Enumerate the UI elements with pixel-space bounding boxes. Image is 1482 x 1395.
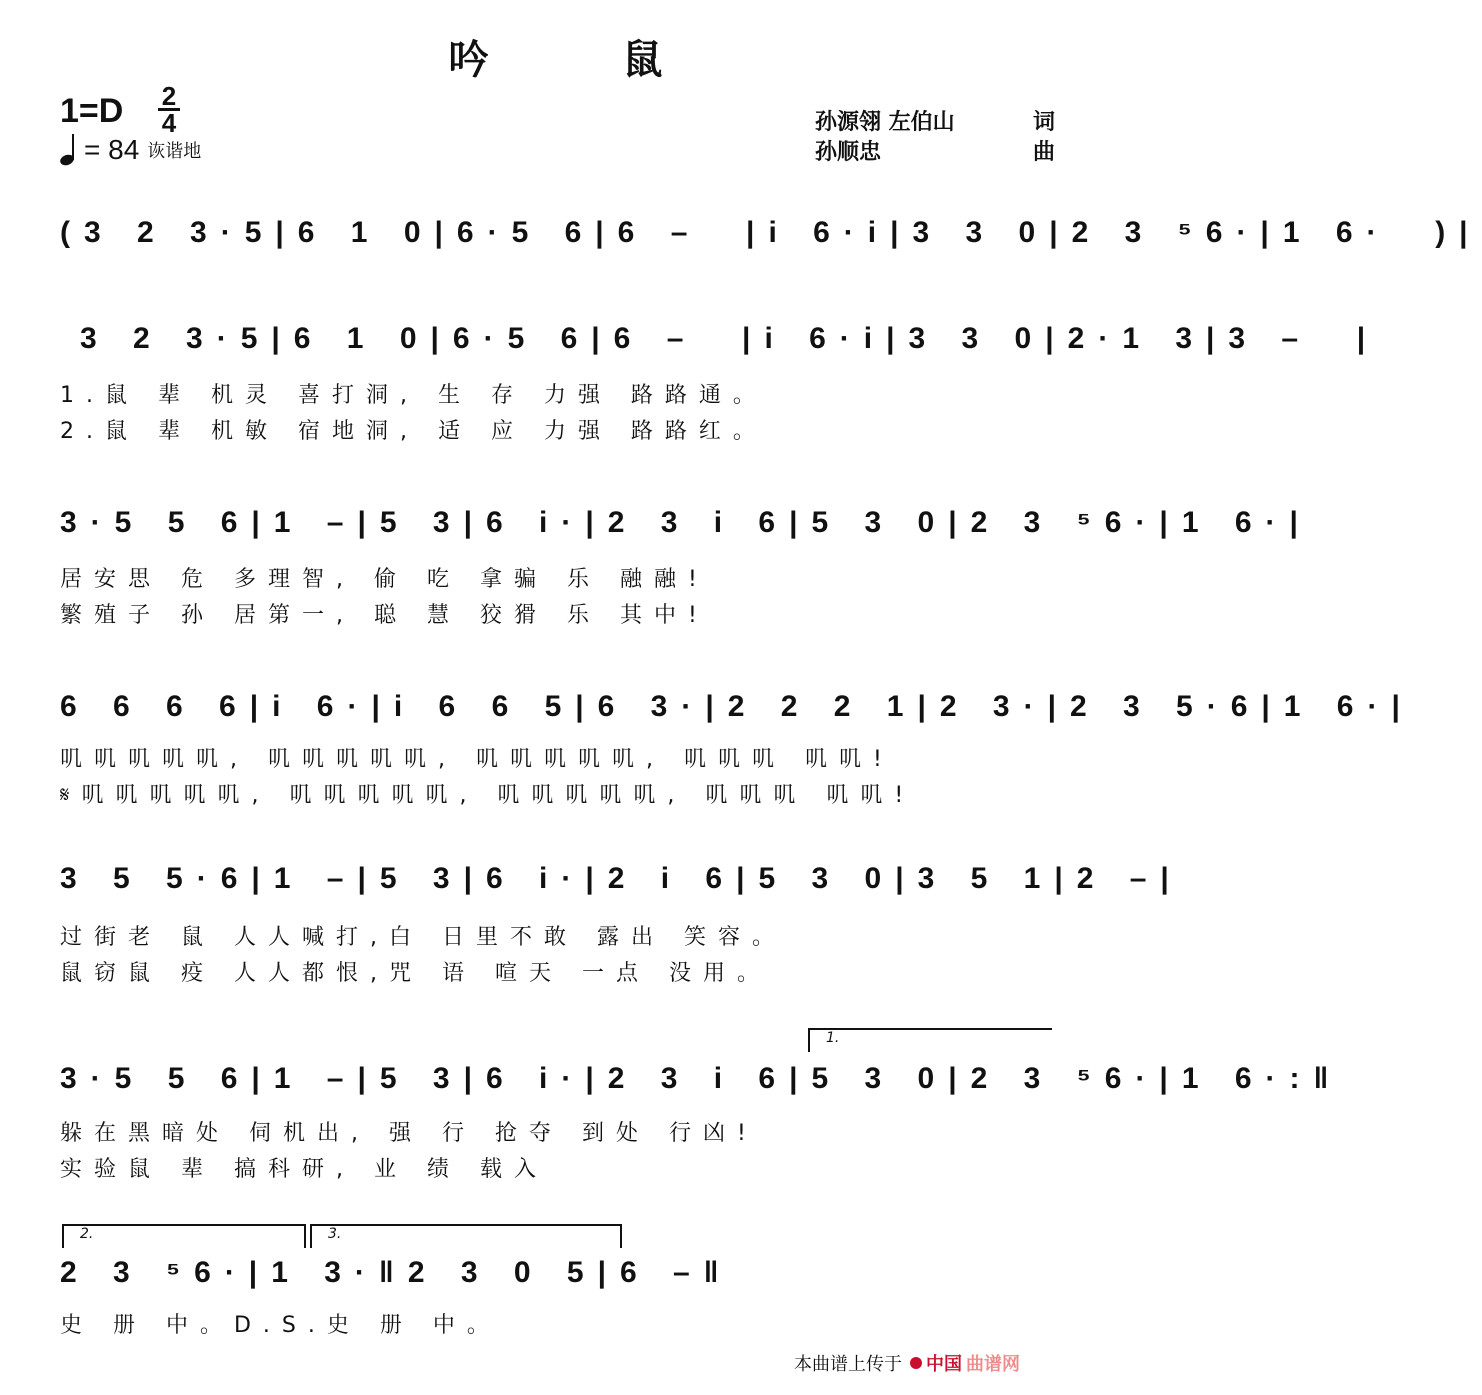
expression-mark: 诙谐地	[147, 141, 202, 161]
notation-line-3	[60, 506, 1312, 546]
volta-2	[62, 1224, 306, 1248]
notes-line-7: 2 3 ⁵6·|1 3·‖2 3 0 5|6 –‖	[60, 1256, 733, 1289]
key-signature: 1=D	[60, 92, 124, 130]
quarter-note-icon	[60, 135, 78, 165]
notation-line-6	[60, 1062, 1343, 1102]
lyric-line-3-verse-1: 居安思 危 多理智, 偷 吃 拿骗 乐 融融!	[60, 567, 709, 592]
logo-icon	[910, 1357, 922, 1369]
volta-2-label: 2.	[80, 1226, 94, 1242]
logo-text-2: 曲谱网	[966, 1354, 1020, 1375]
notes-line-3: 3·5 5 6|1 –|5 3|6 i·|2 3 i 6|5 3 0|2 3 ⁵6·|1 6·|	[60, 506, 1312, 539]
notes-line-1: (3 2 3·5|6 1 0|6·5 6|6 – |i 6·i|3 3 0|2 3 ⁵6·|1 6· )|	[60, 216, 1482, 249]
time-signature	[158, 81, 180, 138]
notation-line-7	[60, 1256, 1060, 1296]
footer-text: 本曲谱上传于	[794, 1354, 902, 1375]
volta-3	[310, 1224, 622, 1248]
lyric-line-4-verse-1: 叽叽叽叽叽, 叽叽叽叽叽, 叽叽叽叽叽, 叽叽叽 叽叽!	[60, 747, 894, 772]
lyric-line-2-verse-2: 2.鼠 辈 机敏 宿地洞, 适 应 力强 路路红。	[60, 419, 767, 444]
time-sig-bottom: 4	[161, 108, 177, 138]
lyric-line-4-verse-2: 𝄋叽叽叽叽叽, 叽叽叽叽叽, 叽叽叽叽叽, 叽叽叽 叽叽!	[60, 783, 916, 808]
lyricists: 孙源翎 左伯山	[815, 110, 955, 135]
notes-line-5: 3 5 5·6|1 –|5 3|6 i·|2 i 6|5 3 0|3 5 1|2 –|	[60, 862, 1183, 895]
lyric-line-6-verse-1: 躲在黑暗处 伺机出, 强 行 抢夺 到处 行凶!	[60, 1121, 758, 1146]
footer	[794, 1350, 1020, 1376]
lyric-line-3-verse-2: 繁殖子 孙 居第一, 聪 慧 狡猾 乐 其中!	[60, 603, 709, 628]
notes-line-6: 3·5 5 6|1 –|5 3|6 i·|2 3 i 6|5 3 0|2 3 ⁵6·|1 6·:‖	[60, 1062, 1343, 1095]
volta-3-label: 3.	[328, 1226, 342, 1242]
notation-line-1	[60, 216, 1482, 256]
lyrics-label: 词	[1032, 110, 1055, 135]
notes-line-2: 3 2 3·5|6 1 0|6·5 6|6 – |i 6·i|3 3 0|2·1 3|3 – |	[80, 322, 1380, 355]
lyric-line-7-verse-1: 史 册 中。D.S.史 册 中。	[60, 1313, 501, 1338]
time-sig-top: 2	[161, 81, 177, 111]
composer: 孙顺忠	[815, 140, 882, 165]
notation-line-5	[60, 862, 1183, 902]
lyric-line-6-verse-2: 实验鼠 辈 搞科研, 业 绩 载入	[60, 1157, 548, 1182]
tempo-marking	[60, 134, 201, 166]
notation-line-2	[60, 322, 1380, 362]
lyric-line-5-verse-1: 过街老 鼠 人人喊打,白 日里不敢 露出 笑容。	[60, 925, 786, 950]
notes-line-4: 6 6 6 6|i 6·|i 6 6 5|6 3·|2 2 2 1|2 3·|2 3 5·6|1 6·|	[60, 690, 1414, 723]
lyric-line-2-verse-1: 1.鼠 辈 机灵 喜打洞, 生 存 力强 路路通。	[60, 383, 767, 408]
music-label: 曲	[1032, 140, 1055, 165]
notation-line-4	[60, 690, 1414, 730]
credits	[815, 108, 1055, 168]
volta-1	[808, 1028, 1052, 1052]
lyric-line-5-verse-2: 鼠窃鼠 疫 人人都恨,咒 语 喧天 一点 没用。	[60, 961, 771, 986]
page-title: 吟 鼠	[448, 36, 723, 83]
volta-1-label: 1.	[826, 1030, 840, 1046]
logo-text: 中国	[926, 1354, 962, 1375]
site-logo[interactable]	[910, 1350, 1020, 1376]
tempo-value: = 84	[84, 134, 140, 165]
